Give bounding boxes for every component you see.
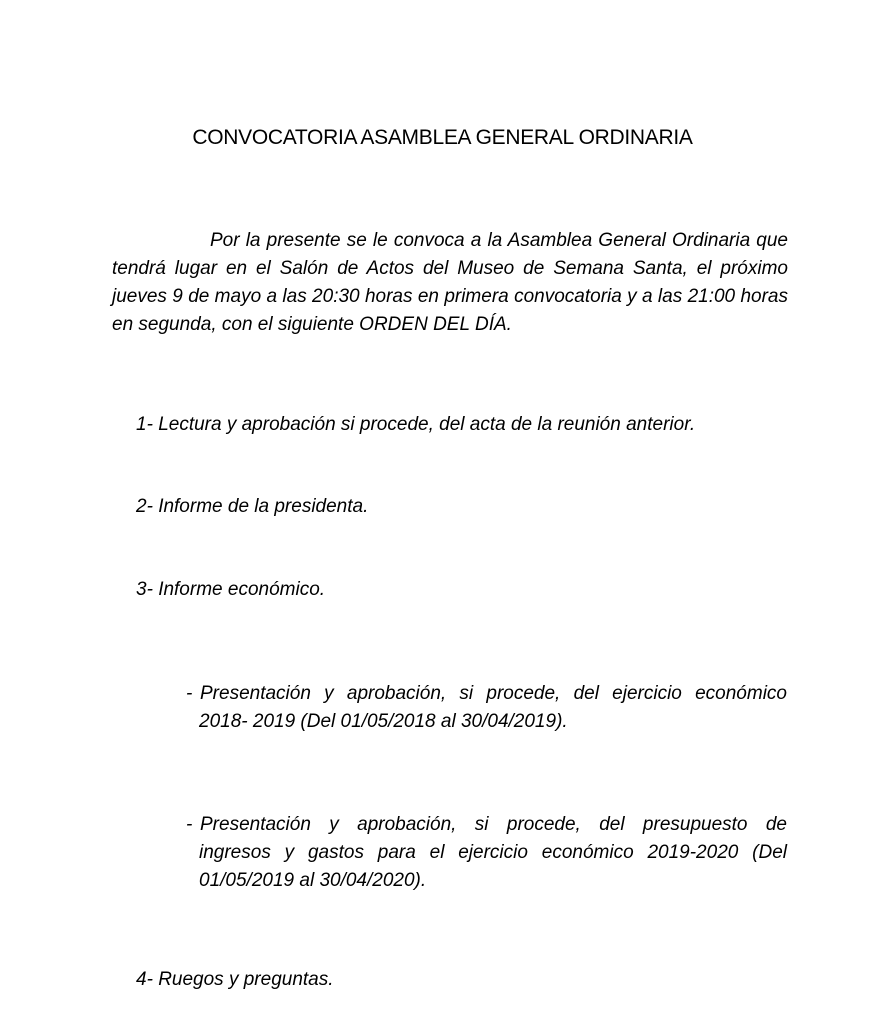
agenda-subitem-2 (186, 811, 787, 895)
agenda-item-text: Informe económico. (158, 579, 326, 600)
document-title-text: CONVOCATORIA ASAMBLEA GENERAL ORDINARIA (192, 126, 693, 149)
agenda-item-3 (136, 576, 325, 604)
agenda-item-1 (136, 411, 695, 439)
agenda-subitem-dash: - (186, 683, 193, 704)
agenda-subitem-rest: ingresos y gastos para el ejercicio económico 2019-2020 (Del 01/05/2019 al 30/04/2020). (199, 842, 787, 891)
agenda-subitem-rest: 2018- 2019 (Del 01/05/2018 al 30/04/2019). (199, 711, 568, 732)
agenda-subitem-first-line (186, 811, 787, 839)
agenda-subitem-1 (186, 680, 787, 736)
agenda-item-text: Ruegos y preguntas. (158, 969, 334, 990)
document-title (0, 124, 891, 152)
agenda-item-number: 3- (136, 579, 153, 600)
agenda-item-4 (136, 966, 334, 994)
agenda-item-number: 1- (136, 414, 153, 435)
agenda-item-text: Lectura y aprobación si procede, del acta de la reunión anterior. (158, 414, 696, 435)
agenda-item-number: 4- (136, 969, 153, 990)
agenda-item-2 (136, 493, 368, 521)
intro-paragraph: Por la presente se le convoca a la Asamblea General Ordinaria que tendrá lugar en el Salón de Actos del Museo de Semana Santa, el próximo jueves 9 de mayo a las 20:30 horas en primera convocatoria y a las 21:00 horas en segunda, con el siguiente ORDEN DEL DÍA. (112, 230, 788, 335)
agenda-subitem-line1: Presentación y aprobación, si procede, del ejercicio económico (200, 683, 787, 704)
agenda-subitem-line1: Presentación y aprobación, si procede, del presupuesto de (200, 814, 787, 835)
agenda-item-text: Informe de la presidenta. (158, 496, 369, 517)
agenda-item-number: 2- (136, 496, 153, 517)
agenda-subitem-dash: - (186, 814, 193, 835)
agenda-subitem-first-line (186, 680, 787, 708)
